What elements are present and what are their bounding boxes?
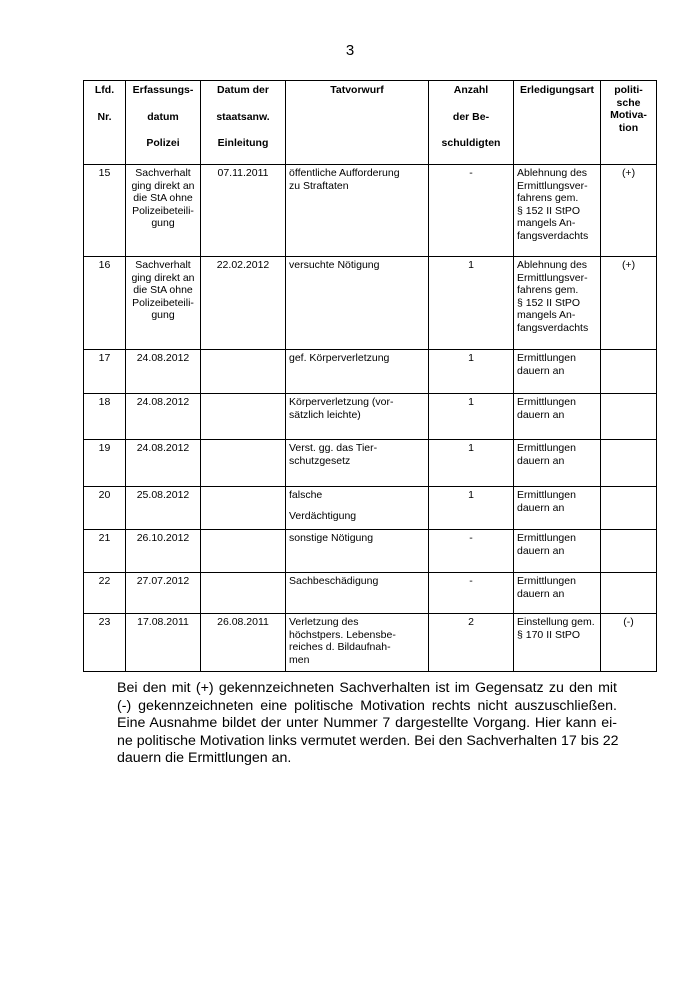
cell-tatvorwurf — [286, 614, 429, 672]
cell-anzahl: - — [429, 165, 514, 257]
table-header-row — [84, 81, 657, 165]
cell-anzahl: 1 — [429, 394, 514, 440]
cell-text: Ablehnung des — [517, 167, 588, 179]
summary-paragraph — [117, 680, 617, 768]
table-row — [84, 257, 657, 350]
cell-erfassungsdatum — [126, 165, 201, 257]
cell-text: dauern an — [517, 454, 565, 467]
cell-text: fangsverdachts — [517, 321, 589, 334]
cell-tatvorwurf — [286, 394, 429, 440]
cell-datum-einleitung: 26.08.2011 — [201, 614, 286, 672]
cell-erfassungsdatum — [126, 487, 201, 530]
cell-erledigungsart — [514, 487, 601, 530]
paragraph-line: (-) gekennzeichneten eine politische Motivation rechts nicht auszuschließen. — [117, 697, 617, 714]
cell-text: Polizeibeteili- — [132, 296, 194, 309]
cell-erledigungsart — [514, 394, 601, 440]
header-datum-einleitung — [201, 81, 286, 165]
cell-text: Sachverhalt — [135, 167, 191, 179]
header-text: tion — [618, 121, 639, 134]
cell-text: ging direkt an — [131, 271, 195, 284]
cell-anzahl: 2 — [429, 614, 514, 672]
cell-anzahl: 1 — [429, 487, 514, 530]
cell-text: Ermittlungsver- — [517, 179, 588, 192]
cell-text: 24.08.2012 — [136, 396, 190, 408]
cell-nr: 17 — [84, 350, 126, 394]
cell-anzahl: - — [429, 573, 514, 614]
cell-text: Polizeibeteili- — [132, 204, 194, 217]
table-row — [84, 165, 657, 257]
cell-datum-einleitung — [201, 394, 286, 440]
cell-text: gef. Körperverletzung — [289, 352, 390, 364]
cell-text: Ermittlungen — [517, 489, 576, 501]
table-row — [84, 487, 657, 530]
header-text: politi- — [614, 84, 643, 96]
header-text: der Be- — [452, 110, 490, 123]
header-text: schuldigten — [441, 137, 501, 149]
table-row — [84, 573, 657, 614]
cell-text: sätzlich leichte) — [289, 408, 361, 421]
cell-erledigungsart — [514, 257, 601, 350]
cell-datum-einleitung — [201, 530, 286, 573]
cell-erledigungsart — [514, 440, 601, 487]
cell-datum-einleitung: 07.11.2011 — [201, 165, 286, 257]
cell-erfassungsdatum — [126, 394, 201, 440]
cell-anzahl: 1 — [429, 257, 514, 350]
cell-text: versuchte Nötigung — [289, 259, 380, 271]
header-erledigungsart — [514, 81, 601, 165]
cell-politische-motivation — [601, 573, 657, 614]
table-row — [84, 440, 657, 487]
cell-spacer — [289, 502, 425, 510]
cell-tatvorwurf — [286, 165, 429, 257]
cell-text: § 170 II StPO — [517, 628, 581, 641]
paragraph-line: Bei den mit (+) gekennzeichneten Sachverhalten ist im Gegensatz zu den mit — [117, 680, 617, 696]
header-tatvorwurf — [286, 81, 429, 165]
table-row — [84, 530, 657, 573]
cell-text: fahrens gem. — [517, 284, 579, 296]
cell-text: öffentliche Aufforderung — [289, 167, 400, 179]
cell-text: dauern an — [517, 408, 565, 421]
cell-text: fahrens gem. — [517, 192, 579, 204]
table-row — [84, 614, 657, 672]
cell-nr: 23 — [84, 614, 126, 672]
cell-nr: 21 — [84, 530, 126, 573]
header-text: Tatvorwurf — [330, 84, 384, 96]
header-lfd-nr — [84, 81, 126, 165]
cell-text: dauern an — [517, 501, 565, 514]
table-row — [84, 394, 657, 440]
cell-politische-motivation: (+) — [601, 165, 657, 257]
header-text: datum — [147, 110, 179, 123]
cell-text: Sachverhalt — [135, 259, 191, 271]
cell-tatvorwurf — [286, 440, 429, 487]
header-text: sche — [616, 96, 641, 109]
cell-anzahl: 1 — [429, 440, 514, 487]
cell-tatvorwurf — [286, 350, 429, 394]
cell-erledigungsart — [514, 530, 601, 573]
cell-politische-motivation — [601, 394, 657, 440]
cell-nr: 22 — [84, 573, 126, 614]
cell-text: dauern an — [517, 364, 565, 377]
cell-tatvorwurf — [286, 257, 429, 350]
header-text: Polizei — [146, 137, 180, 149]
cell-text: gung — [151, 309, 175, 321]
cell-tatvorwurf — [286, 487, 429, 530]
header-text: Nr. — [97, 110, 112, 123]
header-text: Erledigungsart — [519, 84, 595, 96]
header-text: Einleitung — [217, 137, 269, 149]
paragraph-line: Eine Ausnahme bildet der unter Nummer 7 dargestellte Vorgang. Hier kann ei- — [117, 715, 617, 731]
cell-tatvorwurf — [286, 530, 429, 573]
cell-text: schutzgesetz — [289, 454, 351, 467]
cell-nr: 18 — [84, 394, 126, 440]
cell-text: Ermittlungen — [517, 352, 576, 364]
cell-text: höchstpers. Lebensbe- — [289, 628, 396, 641]
header-text: Datum der — [217, 84, 269, 96]
cell-datum-einleitung — [201, 487, 286, 530]
cell-erfassungsdatum — [126, 440, 201, 487]
cell-text: fangsverdachts — [517, 229, 589, 242]
table-row — [84, 350, 657, 394]
cell-politische-motivation — [601, 530, 657, 573]
cell-text: 26.10.2012 — [136, 532, 190, 544]
cell-politische-motivation — [601, 440, 657, 487]
cell-erledigungsart — [514, 165, 601, 257]
cell-text: reiches d. Bildaufnah- — [289, 641, 391, 653]
cell-erfassungsdatum — [126, 350, 201, 394]
cell-text: gung — [151, 217, 175, 229]
cell-text: mangels An- — [517, 309, 576, 321]
cell-politische-motivation: (-) — [601, 614, 657, 672]
header-anzahl-beschuldigte — [429, 81, 514, 165]
cell-anzahl: 1 — [429, 350, 514, 394]
cell-erledigungsart — [514, 573, 601, 614]
cell-text: mangels An- — [517, 217, 576, 229]
header-text: Motiva- — [610, 109, 647, 121]
cell-text: ging direkt an — [131, 179, 195, 192]
cell-text: Ermittlungen — [517, 396, 576, 408]
cell-text: Sachbeschädigung — [289, 575, 379, 587]
header-politische-motivation — [601, 81, 657, 165]
cell-nr: 15 — [84, 165, 126, 257]
cell-erfassungsdatum — [126, 573, 201, 614]
cell-text: 24.08.2012 — [136, 442, 190, 454]
paragraph-line: ne politische Motivation links vermutet werden. Bei den Sachverhalten 17 bis 22 — [117, 732, 619, 749]
header-text: staatsanw. — [216, 110, 270, 123]
cell-text: men — [289, 653, 310, 666]
cell-text: dauern an — [517, 544, 565, 557]
header-text: Erfassungs- — [132, 84, 194, 96]
cell-text: § 152 II StPO — [517, 296, 581, 309]
cell-politische-motivation — [601, 487, 657, 530]
cell-tatvorwurf — [286, 573, 429, 614]
cell-text: 27.07.2012 — [136, 575, 190, 587]
cell-text: sonstige Nötigung — [289, 532, 374, 544]
cell-nr: 19 — [84, 440, 126, 487]
page-number: 3 — [345, 42, 355, 59]
cell-text: 25.08.2012 — [136, 489, 190, 501]
cell-datum-einleitung — [201, 440, 286, 487]
cell-text: Ermittlungen — [517, 532, 576, 544]
cell-nr: 16 — [84, 257, 126, 350]
cell-text: dauern an — [517, 587, 565, 600]
cell-text: Ermittlungen — [517, 575, 576, 587]
cell-text: die StA ohne — [133, 192, 193, 204]
cell-text: Körperverletzung (vor- — [289, 396, 394, 408]
cell-text: falsche — [289, 489, 323, 501]
cell-anzahl: - — [429, 530, 514, 573]
cell-text: § 152 II StPO — [517, 204, 581, 217]
paragraph-line: dauern die Ermittlungen an. — [117, 750, 292, 766]
cell-nr: 20 — [84, 487, 126, 530]
cell-text: Ermittlungsver- — [517, 271, 588, 284]
cell-datum-einleitung: 22.02.2012 — [201, 257, 286, 350]
cell-politische-motivation — [601, 350, 657, 394]
header-text: Anzahl — [453, 84, 489, 96]
cell-text: Verst. gg. das Tier- — [289, 442, 378, 454]
cell-text: 17.08.2011 — [137, 616, 189, 628]
header-erfassungsdatum — [126, 81, 201, 165]
cell-erfassungsdatum — [126, 257, 201, 350]
cell-politische-motivation: (+) — [601, 257, 657, 350]
cell-erledigungsart — [514, 350, 601, 394]
cell-text: Ablehnung des — [517, 259, 588, 271]
cell-text: zu Straftaten — [289, 179, 349, 192]
cell-text: Verdächtigung — [289, 509, 357, 522]
cell-text: Ermittlungen — [517, 442, 576, 454]
header-text: Lfd. — [94, 84, 115, 96]
cell-datum-einleitung — [201, 573, 286, 614]
cell-text: Verletzung des — [289, 616, 359, 628]
cell-text: die StA ohne — [133, 284, 193, 296]
cell-text: 24.08.2012 — [136, 352, 190, 364]
cell-text: Einstellung gem. — [517, 616, 595, 628]
cell-erfassungsdatum — [126, 614, 201, 672]
cell-datum-einleitung — [201, 350, 286, 394]
cell-erfassungsdatum — [126, 530, 201, 573]
cell-erledigungsart — [514, 614, 601, 672]
case-table — [83, 80, 657, 672]
